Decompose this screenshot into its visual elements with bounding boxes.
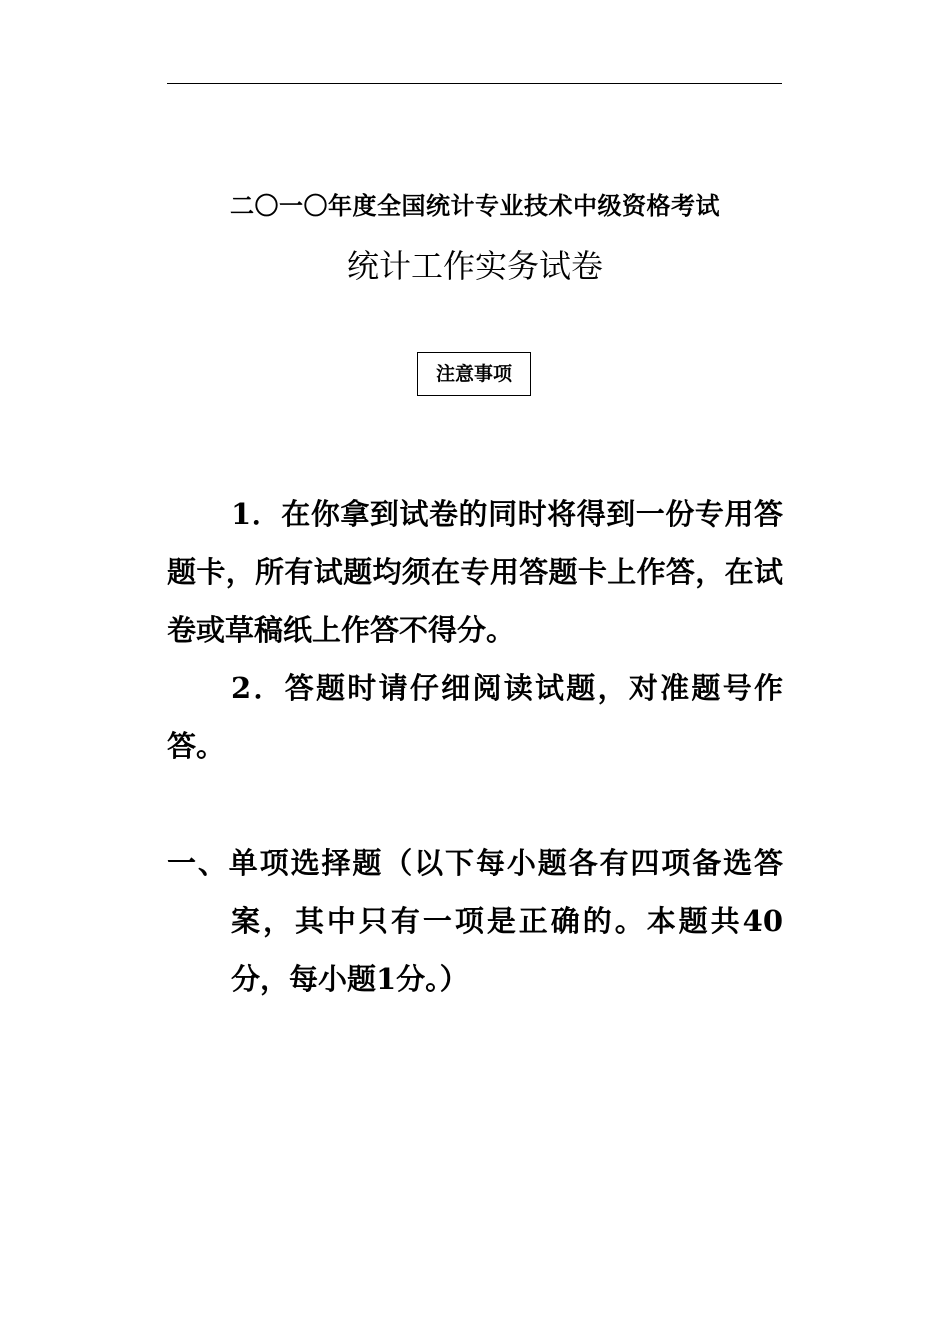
instructions xyxy=(167,485,783,775)
section-heading: 一、单项选择题（以下每小题各有四项备选答案，其中只有一项是正确的。本题共40分，每小题1分。） xyxy=(167,846,783,996)
header-rule xyxy=(167,83,782,84)
instruction-item-1: 1．在你拿到试卷的同时将得到一份专用答题卡，所有试题均须在专用答题卡上作答，在试卷或草稿纸上作答不得分。 xyxy=(167,497,783,647)
exam-title: 二〇一〇年度全国统计专业技术中级资格考试 xyxy=(230,191,720,220)
instruction-item-2: 2．答题时请仔细阅读试题，对准题号作答。 xyxy=(167,671,783,763)
paper-title: 统计工作实务试卷 xyxy=(346,247,603,285)
notice-label: 注意事项 xyxy=(417,352,531,396)
